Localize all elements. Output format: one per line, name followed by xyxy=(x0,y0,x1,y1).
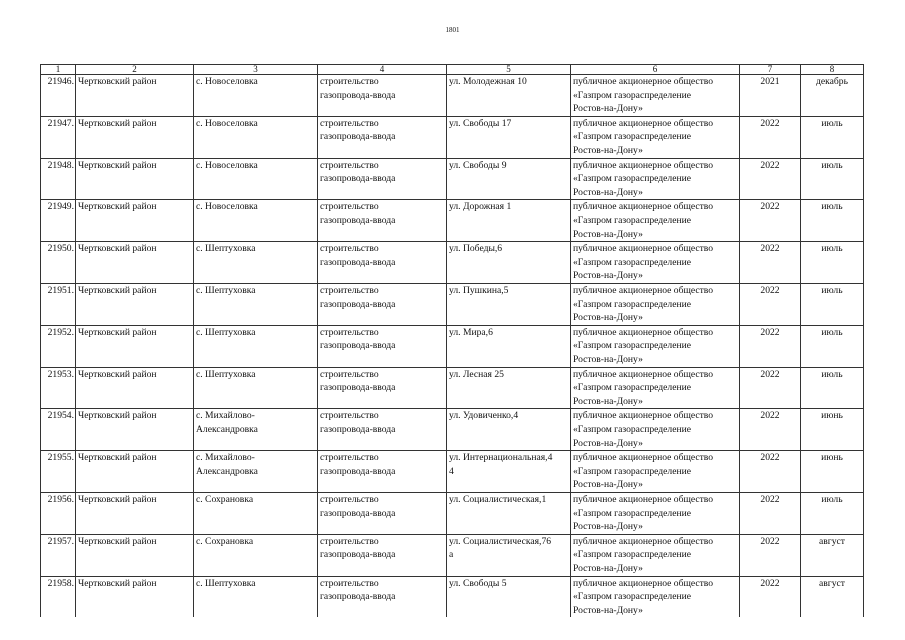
column-number: 8 xyxy=(801,65,864,75)
district-cell xyxy=(76,242,194,284)
work-type-line: строительство xyxy=(320,368,379,380)
work-type-cell xyxy=(318,283,447,325)
district-cell xyxy=(76,158,194,200)
organization-cell xyxy=(571,158,740,200)
year-cell xyxy=(740,283,801,325)
organization-cell xyxy=(571,451,740,493)
organization-cell xyxy=(571,576,740,617)
work-type-cell xyxy=(318,367,447,409)
organization-cell xyxy=(571,409,740,451)
month: июль xyxy=(821,493,843,505)
district: Чертковский район xyxy=(78,201,157,213)
work-type-line: строительство xyxy=(320,76,379,87)
organization-line: публичное акционерное общество xyxy=(573,117,714,129)
district: Чертковский район xyxy=(78,493,157,505)
year: 2022 xyxy=(760,577,780,589)
row-number-cell xyxy=(41,576,76,617)
settlement-line: с. Шептуховка xyxy=(196,326,256,338)
organization-line: публичное акционерное общество xyxy=(573,284,714,296)
work-type-line: газопровода-ввода xyxy=(320,131,396,143)
row-number: 21949. xyxy=(47,201,74,213)
address-cell xyxy=(447,200,571,242)
settlement-cell xyxy=(194,409,318,451)
work-type-line: газопровода-ввода xyxy=(320,89,396,101)
month-cell xyxy=(801,451,864,493)
month: июль xyxy=(821,326,843,338)
organization-line: Ростов-на-Дону» xyxy=(573,186,643,198)
month-cell xyxy=(801,576,864,617)
organization-line: публичное акционерное общество xyxy=(573,410,714,422)
organization-line: «Газпром газораспределение xyxy=(573,465,691,477)
row-number-cell xyxy=(41,75,76,117)
organization-line: Ростов-на-Дону» xyxy=(573,604,643,616)
month-cell xyxy=(801,367,864,409)
row-number: 21955. xyxy=(47,452,74,464)
district-cell xyxy=(76,367,194,409)
district-cell xyxy=(76,75,194,117)
month-cell xyxy=(801,325,864,367)
work-type-cell xyxy=(318,200,447,242)
district: Чертковский район xyxy=(78,76,157,87)
organization-line: Ростов-на-Дону» xyxy=(573,144,643,156)
registry-table xyxy=(40,64,864,617)
settlement-line: с. Новоселовка xyxy=(196,76,258,87)
table-row xyxy=(41,242,864,284)
address-line: ул. Свободы 9 xyxy=(449,159,507,171)
address-cell xyxy=(447,534,571,576)
address-line: ул. Свободы 17 xyxy=(449,117,512,129)
work-type-cell xyxy=(318,116,447,158)
month: июнь xyxy=(821,410,843,422)
address-line: ул. Удовиченко,4 xyxy=(449,410,519,422)
organization-line: «Газпром газораспределение xyxy=(573,507,691,519)
organization-line: «Газпром газораспределение xyxy=(573,214,691,226)
row-number-cell xyxy=(41,409,76,451)
address-cell xyxy=(447,409,571,451)
row-number-cell xyxy=(41,283,76,325)
year: 2022 xyxy=(760,117,780,129)
work-type-cell xyxy=(318,492,447,534)
year: 2022 xyxy=(760,201,780,213)
work-type-line: газопровода-ввода xyxy=(320,382,396,394)
column-number: 1 xyxy=(41,65,76,75)
work-type-cell xyxy=(318,451,447,493)
year-cell xyxy=(740,200,801,242)
address-line: а xyxy=(449,549,454,561)
work-type-line: строительство xyxy=(320,159,379,171)
organization-line: публичное акционерное общество xyxy=(573,243,714,255)
district: Чертковский район xyxy=(78,368,157,380)
settlement-cell xyxy=(194,158,318,200)
work-type-line: строительство xyxy=(320,243,379,255)
year-cell xyxy=(740,158,801,200)
organization-line: Ростов-на-Дону» xyxy=(573,228,643,240)
district: Чертковский район xyxy=(78,284,157,296)
page-number: 1801 xyxy=(445,26,460,34)
work-type-line: газопровода-ввода xyxy=(320,298,396,310)
row-number: 21951. xyxy=(47,284,74,296)
table-row xyxy=(41,576,864,617)
district-cell xyxy=(76,116,194,158)
row-number: 21957. xyxy=(47,535,74,547)
address-cell xyxy=(447,116,571,158)
month-cell xyxy=(801,492,864,534)
settlement-cell xyxy=(194,200,318,242)
row-number-cell xyxy=(41,158,76,200)
month-cell xyxy=(801,200,864,242)
organization-cell xyxy=(571,367,740,409)
district: Чертковский район xyxy=(78,243,157,255)
organization-line: Ростов-на-Дону» xyxy=(573,479,643,491)
month: июль xyxy=(821,117,843,129)
column-number: 4 xyxy=(318,65,447,75)
work-type-line: газопровода-ввода xyxy=(320,173,396,185)
organization-line: публичное акционерное общество xyxy=(573,493,714,505)
organization-line: Ростов-на-Дону» xyxy=(573,521,643,533)
organization-cell xyxy=(571,492,740,534)
year: 2022 xyxy=(760,452,780,464)
organization-line: публичное акционерное общество xyxy=(573,201,714,213)
organization-cell xyxy=(571,325,740,367)
organization-line: Ростов-на-Дону» xyxy=(573,103,643,115)
work-type-line: газопровода-ввода xyxy=(320,507,396,519)
organization-cell xyxy=(571,283,740,325)
settlement-cell xyxy=(194,75,318,117)
address-cell xyxy=(447,576,571,617)
year: 2022 xyxy=(760,159,780,171)
month-cell xyxy=(801,409,864,451)
work-type-line: газопровода-ввода xyxy=(320,549,396,561)
organization-line: публичное акционерное общество xyxy=(573,577,714,589)
month: август xyxy=(819,577,845,589)
settlement-cell xyxy=(194,492,318,534)
organization-line: публичное акционерное общество xyxy=(573,159,714,171)
row-number-cell xyxy=(41,200,76,242)
year-cell xyxy=(740,409,801,451)
year-cell xyxy=(740,367,801,409)
address-cell xyxy=(447,451,571,493)
month-cell xyxy=(801,116,864,158)
settlement-line: с. Новоселовка xyxy=(196,159,258,171)
address-cell xyxy=(447,75,571,117)
row-number-cell xyxy=(41,116,76,158)
organization-line: «Газпром газораспределение xyxy=(573,256,691,268)
settlement-line: с. Шептуховка xyxy=(196,243,256,255)
table-row xyxy=(41,451,864,493)
year: 2022 xyxy=(760,326,780,338)
address-line: ул. Мира,6 xyxy=(449,326,493,338)
district: Чертковский район xyxy=(78,452,157,464)
row-number: 21953. xyxy=(47,368,74,380)
month: июль xyxy=(821,243,843,255)
settlement-cell xyxy=(194,451,318,493)
table-row xyxy=(41,492,864,534)
settlement-line: с. Шептуховка xyxy=(196,284,256,296)
organization-cell xyxy=(571,534,740,576)
address-line: ул. Социалистическая,1 xyxy=(449,493,547,505)
month: июль xyxy=(821,159,843,171)
settlement-cell xyxy=(194,534,318,576)
organization-line: «Газпром газораспределение xyxy=(573,549,691,561)
year-cell xyxy=(740,492,801,534)
settlement-line: с. Михайлово- xyxy=(196,410,255,422)
work-type-cell xyxy=(318,409,447,451)
month: декабрь xyxy=(816,76,848,87)
work-type-line: газопровода-ввода xyxy=(320,465,396,477)
column-number: 2 xyxy=(76,65,194,75)
row-number-cell xyxy=(41,492,76,534)
settlement-cell xyxy=(194,116,318,158)
organization-line: Ростов-на-Дону» xyxy=(573,395,643,407)
row-number: 21946. xyxy=(47,76,74,87)
district-cell xyxy=(76,534,194,576)
row-number: 21956. xyxy=(47,493,74,505)
work-type-line: строительство xyxy=(320,117,379,129)
address-line: ул. Победы,6 xyxy=(449,243,503,255)
work-type-line: газопровода-ввода xyxy=(320,256,396,268)
year-cell xyxy=(740,534,801,576)
table-row xyxy=(41,283,864,325)
year-cell xyxy=(740,242,801,284)
settlement-line: Александровка xyxy=(196,423,258,435)
table-row xyxy=(41,367,864,409)
year: 2022 xyxy=(760,284,780,296)
year: 2022 xyxy=(760,410,780,422)
row-number-cell xyxy=(41,534,76,576)
table-row xyxy=(41,200,864,242)
work-type-line: строительство xyxy=(320,201,379,213)
row-number-cell xyxy=(41,367,76,409)
organization-cell xyxy=(571,200,740,242)
organization-line: «Газпром газораспределение xyxy=(573,298,691,310)
year: 2022 xyxy=(760,368,780,380)
work-type-cell xyxy=(318,325,447,367)
organization-line: публичное акционерное общество xyxy=(573,76,714,87)
settlement-line: с. Новоселовка xyxy=(196,117,258,129)
work-type-line: строительство xyxy=(320,326,379,338)
year-cell xyxy=(740,75,801,117)
work-type-cell xyxy=(318,158,447,200)
district-cell xyxy=(76,325,194,367)
organization-line: Ростов-на-Дону» xyxy=(573,437,643,449)
organization-line: «Газпром газораспределение xyxy=(573,423,691,435)
work-type-line: строительство xyxy=(320,284,379,296)
settlement-cell xyxy=(194,367,318,409)
organization-line: публичное акционерное общество xyxy=(573,326,714,338)
district: Чертковский район xyxy=(78,410,157,422)
month: июль xyxy=(821,368,843,380)
organization-line: публичное акционерное общество xyxy=(573,452,714,464)
month-cell xyxy=(801,242,864,284)
row-number: 21947. xyxy=(47,117,74,129)
month-cell xyxy=(801,75,864,117)
year-cell xyxy=(740,325,801,367)
organization-line: Ростов-на-Дону» xyxy=(573,270,643,282)
work-type-cell xyxy=(318,534,447,576)
work-type-line: газопровода-ввода xyxy=(320,340,396,352)
work-type-line: газопровода-ввода xyxy=(320,214,396,226)
work-type-cell xyxy=(318,242,447,284)
district-cell xyxy=(76,283,194,325)
district: Чертковский район xyxy=(78,117,157,129)
address-cell xyxy=(447,242,571,284)
organization-line: «Газпром газораспределение xyxy=(573,591,691,603)
table-row xyxy=(41,75,864,117)
table-row xyxy=(41,158,864,200)
district: Чертковский район xyxy=(78,159,157,171)
district-cell xyxy=(76,200,194,242)
settlement-line: с. Сохрановка xyxy=(196,493,254,505)
address-line: ул. Социалистическая,76 xyxy=(449,535,552,547)
address-line: ул. Дорожная 1 xyxy=(449,201,512,213)
organization-line: «Газпром газораспределение xyxy=(573,340,691,352)
organization-line: Ростов-на-Дону» xyxy=(573,312,643,324)
row-number-cell xyxy=(41,325,76,367)
month: август xyxy=(819,535,845,547)
organization-line: «Газпром газораспределение xyxy=(573,131,691,143)
organization-cell xyxy=(571,242,740,284)
year-cell xyxy=(740,451,801,493)
work-type-cell xyxy=(318,75,447,117)
address-line: ул. Пушкина,5 xyxy=(449,284,509,296)
organization-line: Ростов-на-Дону» xyxy=(573,353,643,365)
month: июль xyxy=(821,201,843,213)
column-number-row xyxy=(41,65,864,75)
address-line: ул. Лесная 25 xyxy=(449,368,504,380)
table-body xyxy=(41,75,864,618)
table-row xyxy=(41,325,864,367)
month-cell xyxy=(801,534,864,576)
row-number-cell xyxy=(41,242,76,284)
row-number: 21954. xyxy=(47,410,74,422)
row-number: 21948. xyxy=(47,159,74,171)
work-type-line: строительство xyxy=(320,452,379,464)
row-number: 21950. xyxy=(47,243,74,255)
work-type-line: газопровода-ввода xyxy=(320,591,396,603)
column-number: 5 xyxy=(447,65,571,75)
settlement-line: с. Шептуховка xyxy=(196,368,256,380)
month: июнь xyxy=(821,452,843,464)
settlement-line: с. Михайлово- xyxy=(196,452,255,464)
month-cell xyxy=(801,158,864,200)
settlement-line: Александровка xyxy=(196,465,258,477)
work-type-line: строительство xyxy=(320,535,379,547)
row-number: 21952. xyxy=(47,326,74,338)
work-type-line: газопровода-ввода xyxy=(320,423,396,435)
district-cell xyxy=(76,576,194,617)
district: Чертковский район xyxy=(78,577,157,589)
month-cell xyxy=(801,283,864,325)
settlement-line: с. Шептуховка xyxy=(196,577,256,589)
organization-line: «Газпром газораспределение xyxy=(573,173,691,185)
table-row xyxy=(41,534,864,576)
district-cell xyxy=(76,492,194,534)
settlement-line: с. Сохрановка xyxy=(196,535,254,547)
district: Чертковский район xyxy=(78,535,157,547)
row-number: 21958. xyxy=(47,577,74,589)
address-cell xyxy=(447,158,571,200)
organization-line: «Газпром газораспределение xyxy=(573,382,691,394)
address-cell xyxy=(447,325,571,367)
address-line: ул. Молодежная 10 xyxy=(449,76,527,87)
work-type-line: строительство xyxy=(320,410,379,422)
work-type-line: строительство xyxy=(320,577,379,589)
address-line: ул. Интернациональная,4 xyxy=(449,452,553,464)
year: 2021 xyxy=(760,76,780,87)
district-cell xyxy=(76,451,194,493)
address-cell xyxy=(447,367,571,409)
year-cell xyxy=(740,576,801,617)
settlement-cell xyxy=(194,242,318,284)
year-cell xyxy=(740,116,801,158)
month: июль xyxy=(821,284,843,296)
settlement-cell xyxy=(194,283,318,325)
work-type-line: строительство xyxy=(320,493,379,505)
year: 2022 xyxy=(760,493,780,505)
district: Чертковский район xyxy=(78,326,157,338)
address-cell xyxy=(447,283,571,325)
column-number: 3 xyxy=(194,65,318,75)
address-cell xyxy=(447,492,571,534)
organization-cell xyxy=(571,116,740,158)
district-cell xyxy=(76,409,194,451)
row-number-cell xyxy=(41,451,76,493)
organization-line: Ростов-на-Дону» xyxy=(573,562,643,574)
organization-line: публичное акционерное общество xyxy=(573,535,714,547)
table-row xyxy=(41,116,864,158)
settlement-cell xyxy=(194,576,318,617)
settlement-cell xyxy=(194,325,318,367)
address-line: ул. Свободы 5 xyxy=(449,577,507,589)
table-row xyxy=(41,409,864,451)
column-number: 7 xyxy=(740,65,801,75)
column-number: 6 xyxy=(571,65,740,75)
year: 2022 xyxy=(760,243,780,255)
settlement-line: с. Новоселовка xyxy=(196,201,258,213)
organization-line: публичное акционерное общество xyxy=(573,368,714,380)
work-type-cell xyxy=(318,576,447,617)
organization-line: «Газпром газораспределение xyxy=(573,89,691,101)
organization-cell xyxy=(571,75,740,117)
year: 2022 xyxy=(760,535,780,547)
address-line: 4 xyxy=(449,465,454,477)
